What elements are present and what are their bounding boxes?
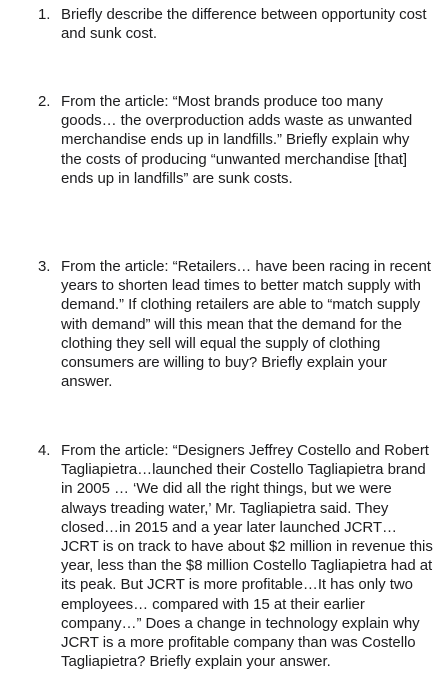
question-3-text: From the article: “Retailers… have been racing in recent years to shorten lead times to better match supply with demand.” If clothing retailers are able to “match supply with demand” will this mean that the demand for the clothing they sell will equal the supply of clothing consumers are willing to buy? Briefly explain your answer. [61,258,431,391]
question-4-number: 4. [38,442,51,459]
question-2-number: 2. [38,93,51,110]
question-2-text: From the article: “Most brands produce too many goods… the overproduction adds waste as unwanted merchandise ends up in landfills.” Briefly explain why the costs of producing “unwanted merchandise [that] ends up in landfills” are sunk costs. [61,93,413,187]
question-3-number: 3. [38,258,51,275]
question-4-text: From the article: “Designers Jeffrey Costello and Robert Tagliapietra…launched their Costello Tagliapietra brand in 2005 … ‘We did all the right things, but we were always treading water,’ Mr. Tagliapietra said. They closed…in 2015 and a year later launched JCRT…JCRT is on track to have about $2 million in revenue this year, less than the $8 million Costello Tagliapietra had at its peak. But JCRT is more profitable…It has only two employees… compared with 15 at their earlier company…” Does a change in technology explain why JCRT is a more profitable company than was Costello Tagliapietra? Briefly explain your answer. [61,442,433,671]
question-1-number: 1. [38,6,51,23]
question-1-text: Briefly describe the difference between opportunity cost and sunk cost. [61,6,427,43]
